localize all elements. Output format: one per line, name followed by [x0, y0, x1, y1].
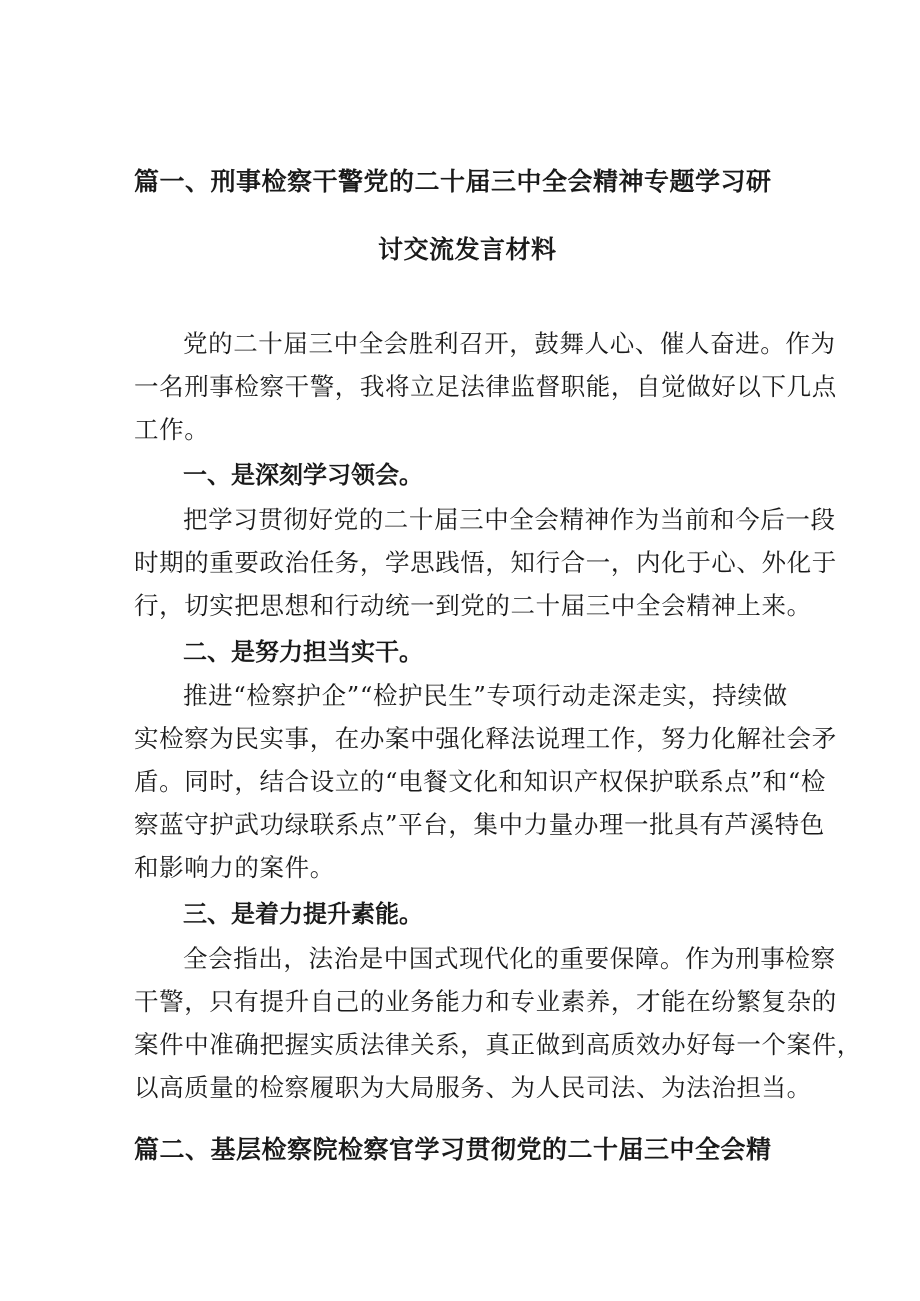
intro-line: 党的二十届三中全会胜利召开，鼓舞人心、催人奋进。作为 [183, 329, 836, 358]
section-heading: 一、是深刻学习领会。 [183, 461, 423, 489]
section-line: 实检察为民实事，在办案中强化释法说理工作，努力化解社会矛 [134, 724, 837, 753]
section-line: 把学习贯彻好党的二十届三中全会精神作为当前和今后一段 [183, 505, 836, 534]
section-line: 以高质量的检察履职为大局服务、为人民司法、为法治担当。 [134, 1073, 812, 1102]
section-line: 和影响力的案件。 [134, 853, 335, 882]
section-line: 察蓝守护武功绿联系点”平台，集中力量办理一批具有芦溪特色 [134, 810, 825, 839]
section-heading: 二、是努力担当实干。 [183, 638, 423, 666]
title-line-2: 讨交流发言材料 [378, 235, 557, 264]
section-line: 推进“检察护企”“检护民生”专项行动走深走实，持续做 [183, 681, 788, 710]
section-heading: 三、是着力提升素能。 [183, 900, 423, 928]
intro-line: 一名刑事检察干警，我将立足法律监督职能，自觉做好以下几点 [134, 372, 837, 401]
next-article-title: 篇二、基层检察院检察官学习贯彻党的二十届三中全会精 [134, 1135, 772, 1164]
section-line: 干警，只有提升自己的业务能力和专业素养，才能在纷繁复杂的 [134, 987, 837, 1016]
section-line: 全会指出，法治是中国式现代化的重要保障。作为刑事检察 [183, 944, 836, 973]
section-line: 案件中准确把握实质法律关系，真正做到高质效办好每一个案件， [134, 1030, 862, 1059]
title-line-1: 篇一、刑事检察干警党的二十届三中全会精神专题学习研 [134, 167, 772, 196]
section-line: 盾。同时，结合设立的“电餐文化和知识产权保护联系点”和“检 [134, 767, 826, 796]
section-line: 时期的重要政治任务，学思践悟，知行合一，内化于心、外化于 [134, 548, 837, 577]
section-line: 行，切实把思想和行动统一到党的二十届三中全会精神上来。 [134, 591, 812, 620]
intro-line: 工作。 [134, 415, 210, 444]
